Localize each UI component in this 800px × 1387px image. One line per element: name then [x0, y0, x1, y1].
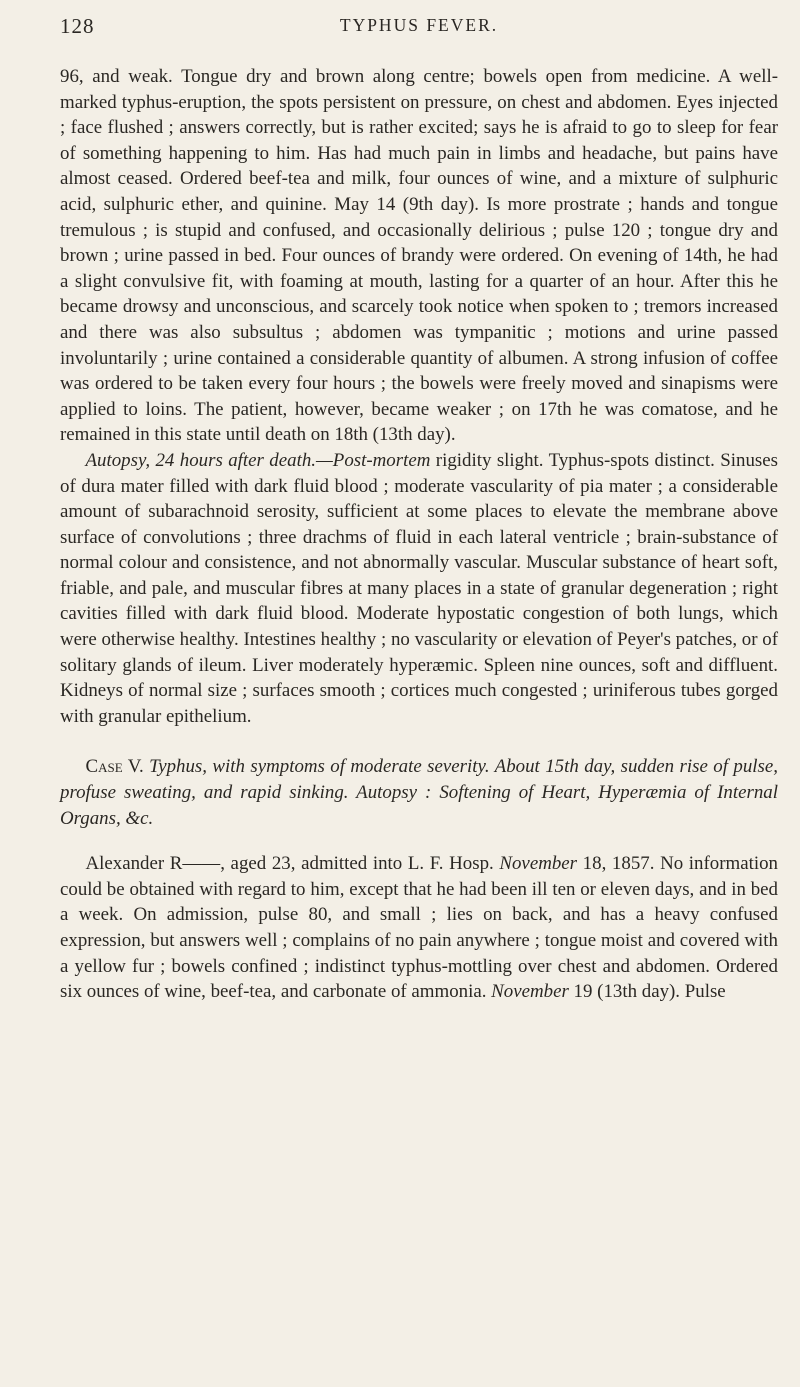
autopsy-lead: Autopsy, 24 hours after death.—Post-mortem: [85, 449, 431, 471]
case-v-date: November: [499, 853, 578, 875]
paragraph-case-v: [60, 851, 778, 1005]
paragraph-case-continuation: 96, and weak. Tongue dry and brown along centre; bowels open from medicine. A well-marked typhus-eruption, the spots persistent on pressure, on chest and abdomen. Eyes injected ; face flushed ; answers correctly, but is rather excited; says he is afraid to go to sleep for fear of something happening to him. Has had much pain in limbs and headache, but pains have almost ceased. Ordered beef-tea and milk, four ounces of wine, and a mixture of sulphuric acid, sulphuric ether, and quinine. May 14 (9th day). Is more prostrate ; hands and tongue tremulous ; is stupid and confused, and occasionally delirious ; pulse 120 ; tongue dry and brown ; urine passed in bed. Four ounces of brandy were ordered. On evening of 14th, he had a slight convulsive fit, with foaming at mouth, lasting for a quarter of an hour. After this he became drowsy and unconscious, and scarcely took notice when spoken to ; tremors increased and there was also subsultus ; abdomen was tympanitic ; motions and urine passed involuntarily ; urine contained a considerable quantity of albumen. A strong infusion of coffee was ordered to be taken every four hours ; the bowels were freely moved and sinapisms were applied to loins. The patient, however, became weaker ; on 17th he was comatose, and he remained in this state until death on 18th (13th day).: [60, 66, 778, 446]
case-label: Case V.: [85, 756, 144, 778]
paragraph-autopsy: [60, 448, 778, 730]
autopsy-text: rigidity slight. Typhus-spots distinct. Sinuses of dura mater filled with dark fluid blood ; moderate vascularity of pia mater ; a considerable amount of subarachnoid serosity, sufficient at some places to elevate the membrane above surface of convolutions ; three drachms of fluid in each lateral ventricle ; brain-substance of normal colour and consistence, and not abnormally vascular. Muscular substance of heart soft, friable, and pale, and muscular fibres at many places in a state of granular degeneration ; right cavities filled with dark fluid blood. Moderate hypostatic congestion of both lungs, which were otherwise healthy. Intestines healthy ; no vascularity or elevation of Peyer's patches, or of solitary glands of ileum. Liver moderately hyperæmic. Spleen nine ounces, soft and diffluent. Kidneys of normal size ; surfaces smooth ; cortices much congested ; uriniferous tubes gorged with granular epithelium.: [60, 449, 778, 727]
running-head: [60, 14, 778, 44]
case-v-date-2: November: [491, 981, 569, 1003]
case-v-start: Alexander R——, aged 23, admitted into L. F. Hosp.: [85, 853, 500, 875]
case-title: Typhus, with symptoms of moderate severity. About 15th day, sudden rise of pulse, profuse sweating, and rapid sinking. Autopsy : Softening of Heart, Hyperæmia of Internal Organs, &c.: [60, 756, 778, 829]
case-v-end: 19 (13th day). Pulse: [568, 981, 726, 1003]
body-text: [60, 64, 778, 1005]
case-heading: [60, 754, 778, 831]
running-title: TYPHUS FEVER.: [339, 15, 499, 35]
page-number: 128: [60, 14, 95, 38]
case-v-text: 18, 1857. No information could be obtained with regard to him, except that he had been ill ten or eleven days, and in bed a week. On admission, pulse 80, and small ; lies on back, and has a heavy confused expression, but answers well ; complains of no pain anywhere ; tongue moist and covered with a yellow fur ; bowels confined ; indistinct typhus-mottling over chest and abdomen. Ordered six ounces of wine, beef-tea, and carbonate of ammonia.: [60, 853, 778, 1003]
